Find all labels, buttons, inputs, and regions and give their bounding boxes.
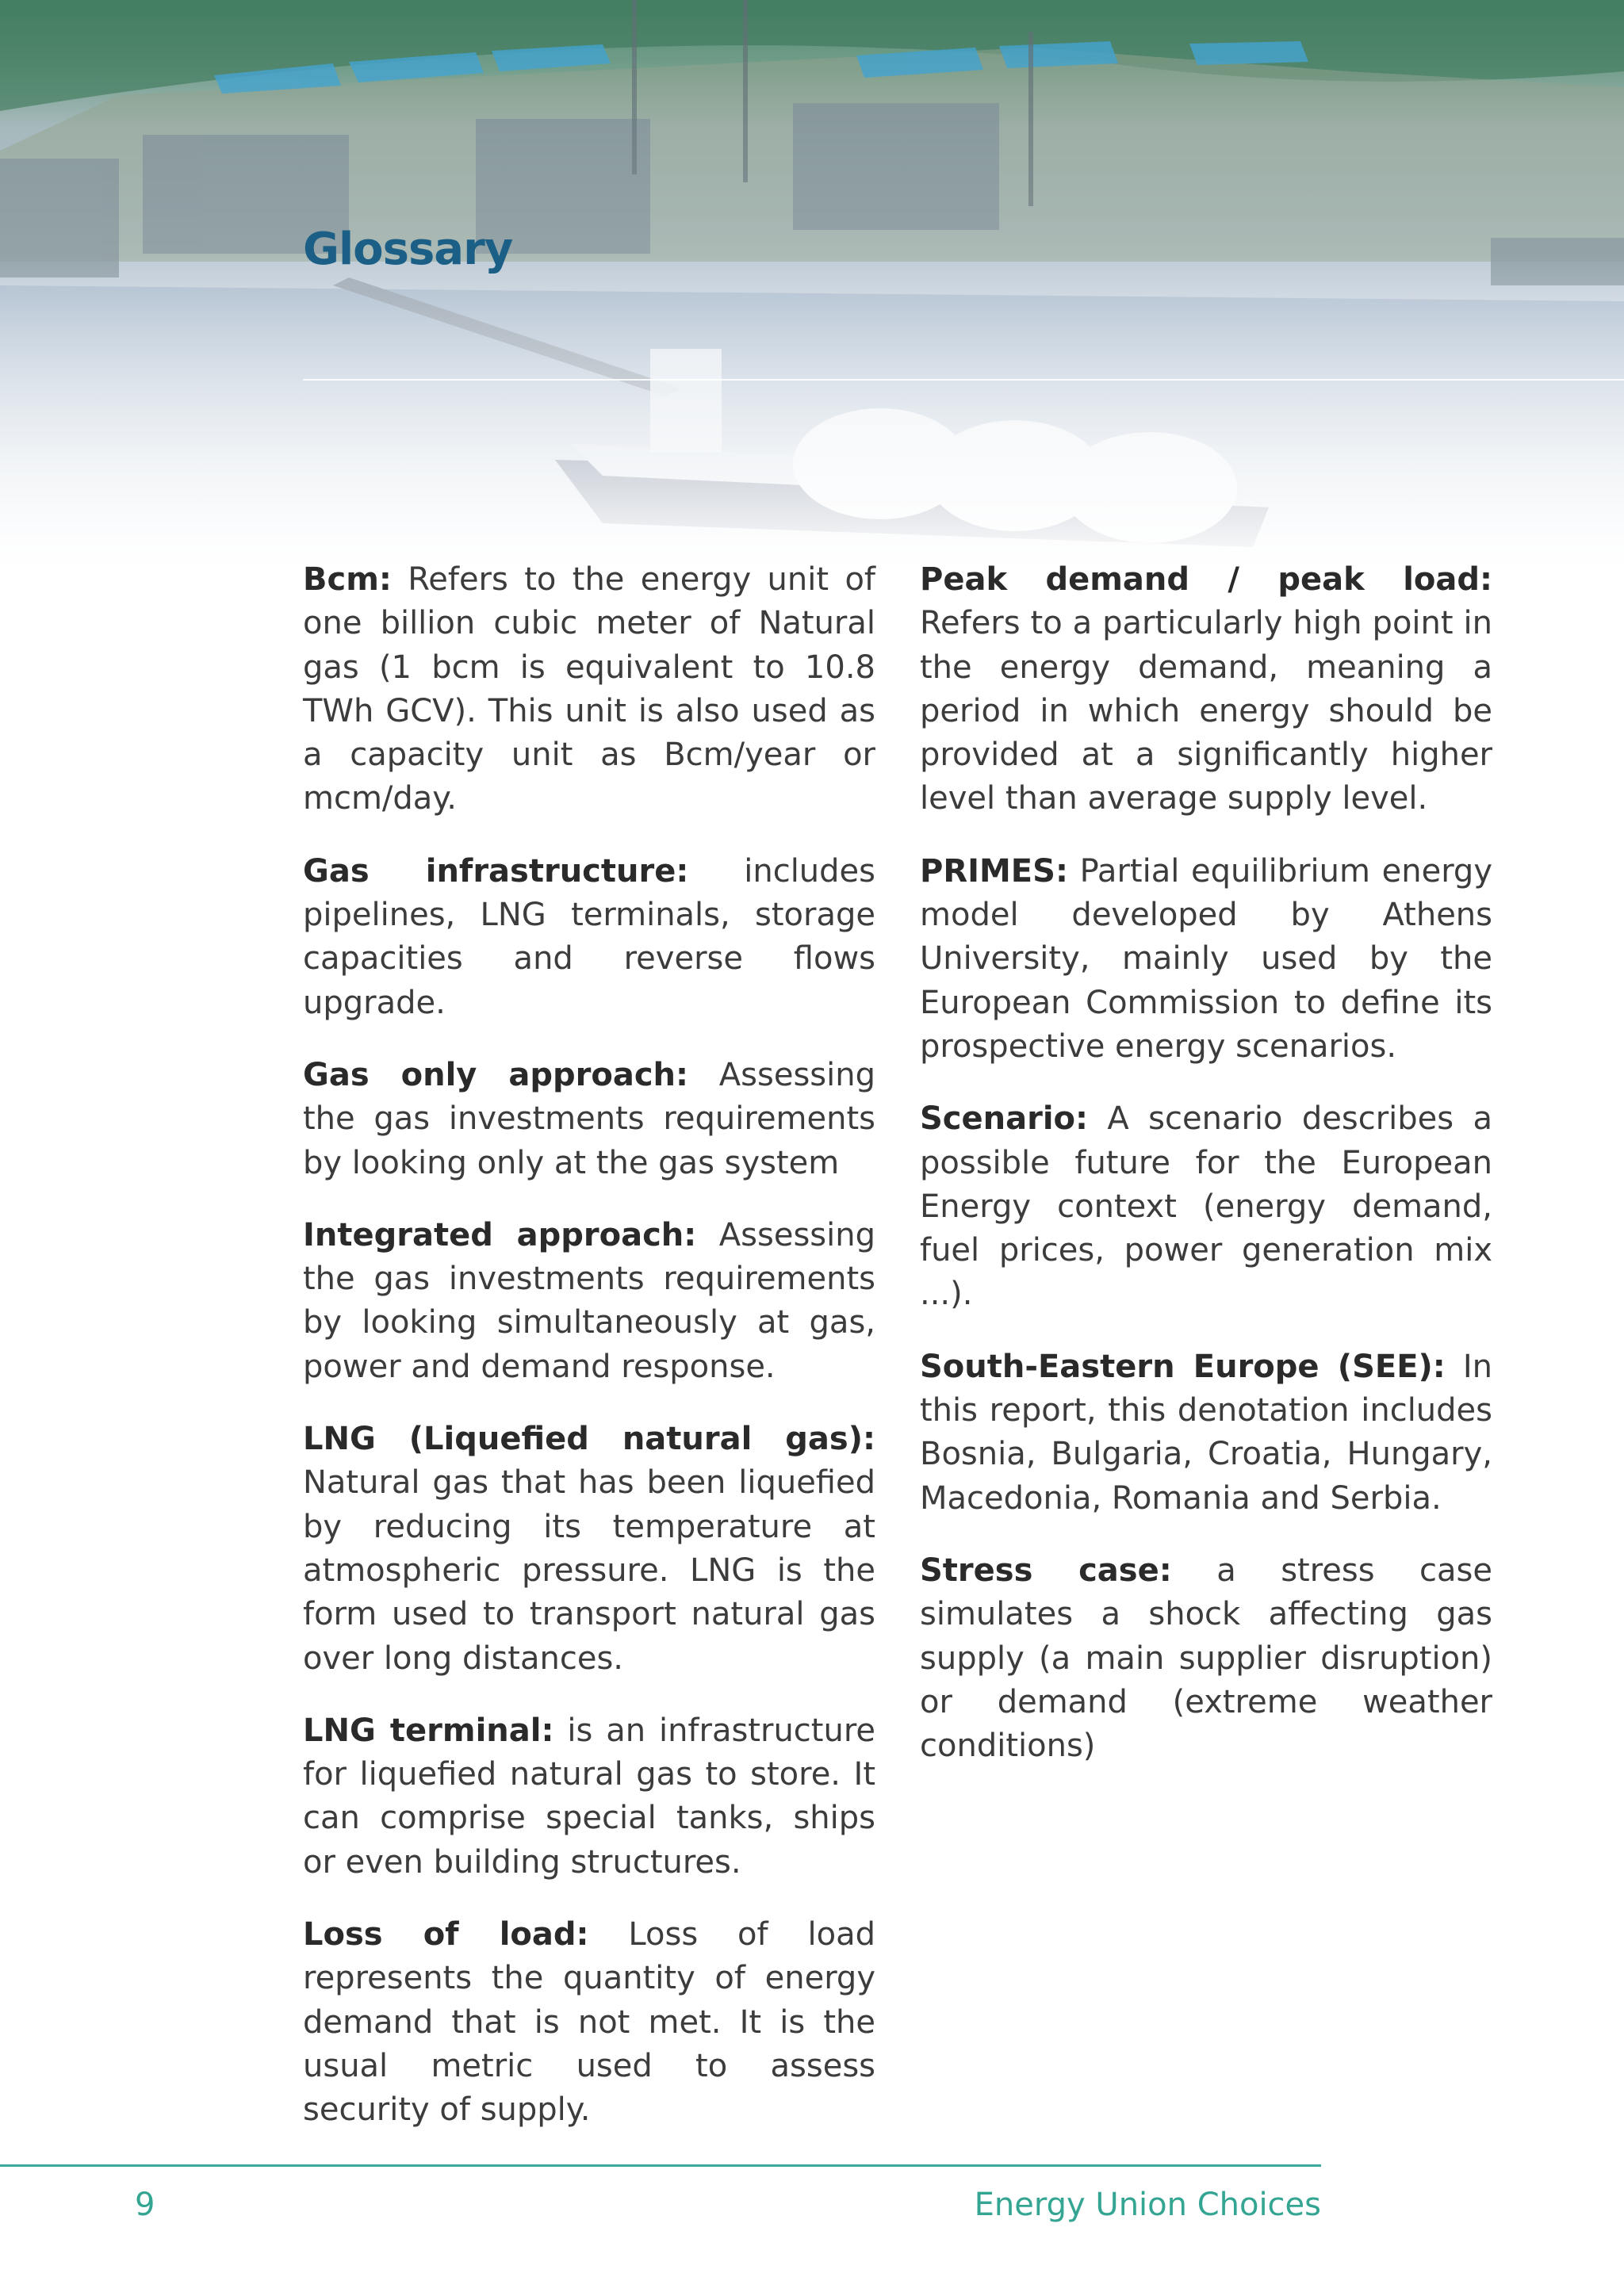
glossary-entry [303,1418,875,1681]
glossary-definition: Refers to the energy unit of one billion cubic meter of Natural gas (1 bcm is equivalent to 10.8 TWh GCV). This unit is also used as a capacity unit as Bcm/year or mcm/day. [303,561,875,817]
glossary-definition: In this report, this denotation includes Bosnia, Bulgaria, Croatia, Hungary, Macedonia, Romania and Serbia. [920,1348,1492,1517]
glossary-term: Loss of load: [303,1916,589,1954]
glossary-entry [303,1913,875,2132]
glossary-term: Bcm: [303,561,392,598]
glossary-term: Stress case: [920,1552,1172,1589]
glossary-entry [920,1549,1492,1768]
footer-divider [0,2164,1321,2167]
glossary-entry [303,850,875,1025]
glossary-definition: Refers to a particularly high point in the energy demand, meaning a period in which energy should be provided at a significantly higher level than average supply level. [920,605,1492,817]
glossary-definition: is an infrastructure for liquefied natural gas to store. It can comprise special tanks, ships or even building structures. [303,1712,875,1881]
glossary-term: LNG terminal: [303,1712,554,1749]
footer-document-title: Energy Union Choices [974,2187,1321,2223]
glossary-term: Gas only approach: [303,1056,689,1093]
hero-photo [0,0,1624,571]
glossary-term: PRIMES: [920,852,1068,890]
glossary-term: South-Eastern Europe (SEE): [920,1348,1446,1385]
glossary-entry [920,1345,1492,1521]
glossary-entry [920,850,1492,1069]
glossary-term: Peak demand / peak load: [920,561,1492,598]
glossary-term: Scenario: [920,1100,1089,1138]
glossary-definition: Assessing the gas investments requirements by looking only at the gas system [303,1056,875,1181]
glossary-entry [303,1214,875,1389]
glossary-definition: a stress case simulates a shock affecting gas supply (a main supplier disruption) or demand (extreme weather conditions) [920,1552,1492,1765]
glossary-term: LNG (Liquefied natural gas): [303,1421,875,1458]
glossary-definition: Loss of load represents the quantity of energy demand that is not met. It is the usual metric used to assess security of supply. [303,1916,875,2129]
glossary-entry [303,558,875,821]
glossary-definition: Partial equilibrium energy model developed by Athens University, mainly used by the European Commission to define its prospective energy scenarios. [920,852,1492,1065]
glossary-term: Gas infrastructure: [303,852,689,890]
glossary-column-right [920,558,1492,1797]
glossary-definition: Natural gas that has been liquefied by reducing its temperature at atmospheric pressure. LNG is the form used to transport natural gas over long distances. [303,1464,875,1677]
glossary-term: Integrated approach: [303,1216,697,1253]
glossary-definition: Assessing the gas investments requirements by looking simultaneously at gas, power and demand response. [303,1216,875,1385]
glossary-entry [920,1097,1492,1316]
title-divider [303,379,1624,381]
glossary-definition: A scenario describes a possible future for the European Energy context (energy demand, fuel prices, power generation mix ...). [920,1100,1492,1313]
glossary-entry [920,558,1492,821]
glossary-entry [303,1709,875,1885]
page-number: 9 [135,2187,155,2223]
glossary-entry [303,1054,875,1185]
lng-terminal-illustration [0,0,1624,571]
glossary-column-left [303,558,875,2161]
page-title: Glossary [303,224,513,275]
glossary-definition: includes pipelines, LNG terminals, storage capacities and reverse flows upgrade. [303,852,875,1021]
